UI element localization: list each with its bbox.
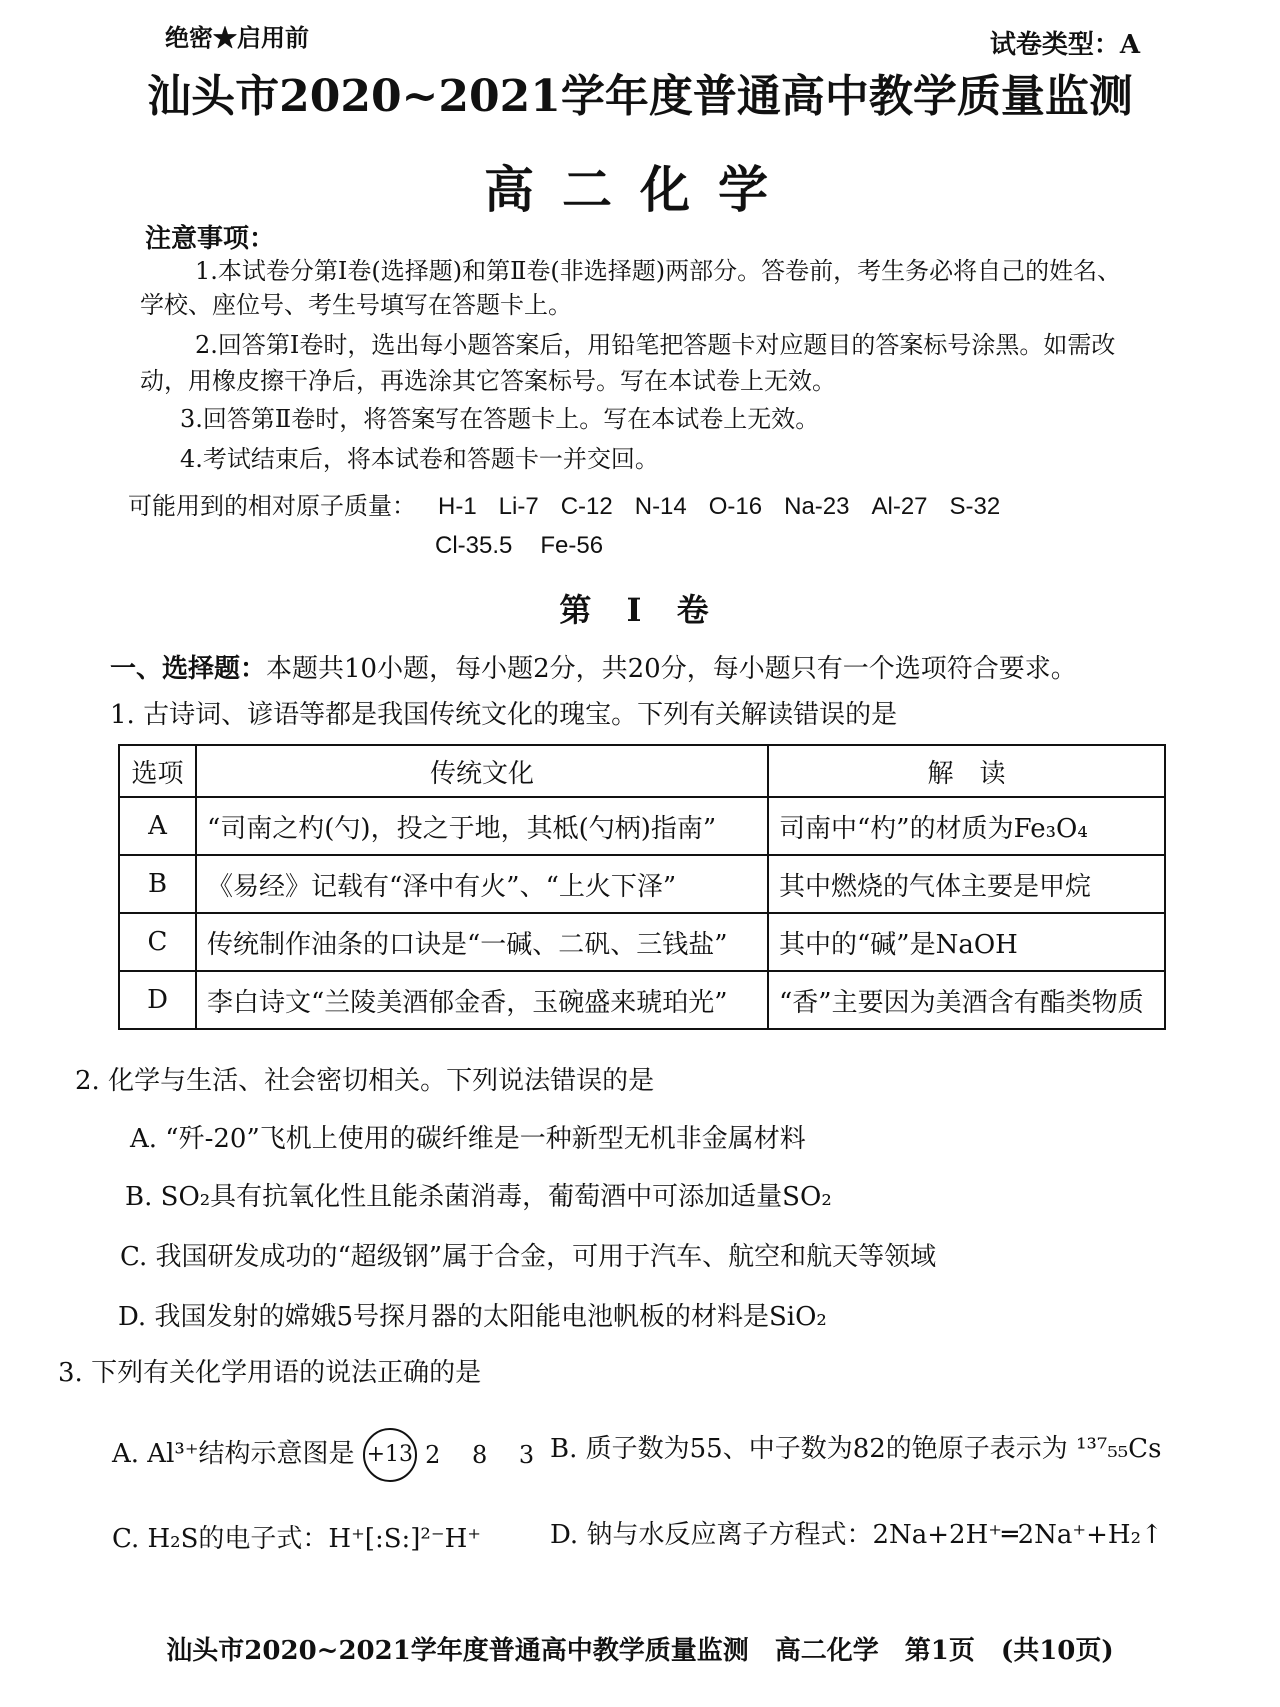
question-2-option-d: D. 我国发射的嫦娥5号探月器的太阳能电池帆板的材料是SiO₂ xyxy=(118,1302,827,1332)
exam-title: 汕头市2020~2021学年度普通高中教学质量监测 xyxy=(147,71,1133,122)
mass-item: Fe-56 xyxy=(540,532,604,559)
mass-item: C-12 xyxy=(560,493,613,520)
row-culture: 《易经》记载有“泽中有火”、“上火下泽” xyxy=(196,855,768,913)
mass-item: S-32 xyxy=(949,493,1001,520)
question-3-stem: 3. 下列有关化学用语的说法正确的是 xyxy=(58,1358,482,1388)
table-row xyxy=(119,971,1165,1029)
row-interpretation: 司南中“杓”的材质为Fe₃O₄ xyxy=(768,797,1165,855)
secret-label: 绝密★启用前 xyxy=(165,23,309,52)
note-4: 4.考试结束后，将本试卷和答题卡一并交回。 xyxy=(180,445,659,473)
question-1-table xyxy=(118,744,1166,1030)
row-interpretation: 其中燃烧的气体主要是甲烷 xyxy=(768,855,1165,913)
row-option: C xyxy=(119,913,196,971)
nucleus-circle: +13 xyxy=(363,1428,417,1482)
note-2-line-1: 2.回答第Ⅰ卷时，选出每小题答案后，用铅笔把答题卡对应题目的答案标号涂黑。如需改 xyxy=(195,331,1116,359)
exam-subject: 高二化学 xyxy=(484,160,796,219)
option-a-text: A. Al³⁺结构示意图是 xyxy=(112,1439,355,1469)
table-row xyxy=(119,913,1165,971)
header-culture: 传统文化 xyxy=(196,745,768,797)
row-option: D xyxy=(119,971,196,1029)
header-option: 选项 xyxy=(119,745,196,797)
atomic-mass-line-1 xyxy=(128,486,1000,521)
atomic-mass-line-2 xyxy=(435,532,631,560)
row-interpretation: 其中的“碱”是NaOH xyxy=(768,913,1165,971)
note-1-line-1: 1.本试卷分第Ⅰ卷(选择题)和第Ⅱ卷(非选择题)两部分。答卷前，考生务必将自己的姓名、 xyxy=(195,257,1122,285)
note-3: 3.回答第Ⅱ卷时，将答案写在答题卡上。写在本试卷上无效。 xyxy=(180,405,820,433)
row-culture: 传统制作油条的口诀是“一碱、二矾、三钱盐” xyxy=(196,913,768,971)
row-culture: “司南之杓(勺)，投之于地，其柢(勺柄)指南” xyxy=(196,797,768,855)
question-2-option-b: B. SO₂具有抗氧化性且能杀菌消毒，葡萄酒中可添加适量SO₂ xyxy=(125,1182,832,1212)
question-1-stem: 1. 古诗词、谚语等都是我国传统文化的瑰宝。下列有关解读错误的是 xyxy=(110,700,898,730)
header-interpretation: 解 读 xyxy=(768,745,1165,797)
section-1-label: 一、选择题： xyxy=(110,654,267,684)
row-culture: 李白诗文“兰陵美酒郁金香，玉碗盛来琥珀光” xyxy=(196,971,768,1029)
mass-item: O-16 xyxy=(708,493,763,520)
note-1-line-2: 学校、座位号、考生号填写在答题卡上。 xyxy=(140,291,572,319)
table-header-row xyxy=(119,745,1165,797)
question-2-option-c: C. 我国研发成功的“超级钢”属于合金，可用于汽车、航空和航天等领域 xyxy=(120,1242,937,1272)
question-3-option-c: C. H₂S的电子式：H⁺[:S:]²⁻H⁺ xyxy=(112,1524,481,1554)
question-3-option-b: B. 质子数为55、中子数为82的铯原子表示为 ¹³⁷₅₅Cs xyxy=(550,1434,1162,1464)
notes-heading: 注意事项： xyxy=(145,224,276,254)
mass-item: Cl-35.5 xyxy=(435,532,513,559)
mass-item: Li-7 xyxy=(498,493,539,520)
section-1-heading xyxy=(110,648,1077,685)
note-2-line-2: 动，用橡皮擦干净后，再选涂其它答案标号。写在本试卷上无效。 xyxy=(140,367,836,395)
row-option: A xyxy=(119,797,196,855)
question-3-option-a xyxy=(112,1428,546,1482)
mass-item: Na-23 xyxy=(784,493,850,520)
question-2-stem: 2. 化学与生活、社会密切相关。下列说法错误的是 xyxy=(75,1066,655,1096)
section-1-text: 本题共10小题，每小题2分，共20分，每小题只有一个选项符合要求。 xyxy=(266,654,1077,684)
row-option: B xyxy=(119,855,196,913)
volume-heading: 第 Ⅰ 卷 xyxy=(559,591,721,629)
atomic-mass-label: 可能用到的相对原子质量： xyxy=(128,492,416,520)
mass-item: N-14 xyxy=(634,493,687,520)
table-row xyxy=(119,797,1165,855)
row-interpretation: “香”主要因为美酒含有酯类物质 xyxy=(768,971,1165,1029)
table-row xyxy=(119,855,1165,913)
mass-item: H-1 xyxy=(438,493,477,520)
electron-shells: 2 8 3 xyxy=(425,1441,547,1469)
page-footer: 汕头市2020~2021学年度普通高中教学质量监测 高二化学 第1页 (共10页) xyxy=(166,1636,1114,1666)
question-2-option-a: A. “歼-20”飞机上使用的碳纤维是一种新型无机非金属材料 xyxy=(130,1124,806,1154)
question-3-option-d: D. 钠与水反应离子方程式：2Na+2H⁺═2Na⁺+H₂↑ xyxy=(550,1520,1163,1550)
mass-item: Al-27 xyxy=(871,493,928,520)
paper-type: 试卷类型：A xyxy=(989,30,1140,60)
